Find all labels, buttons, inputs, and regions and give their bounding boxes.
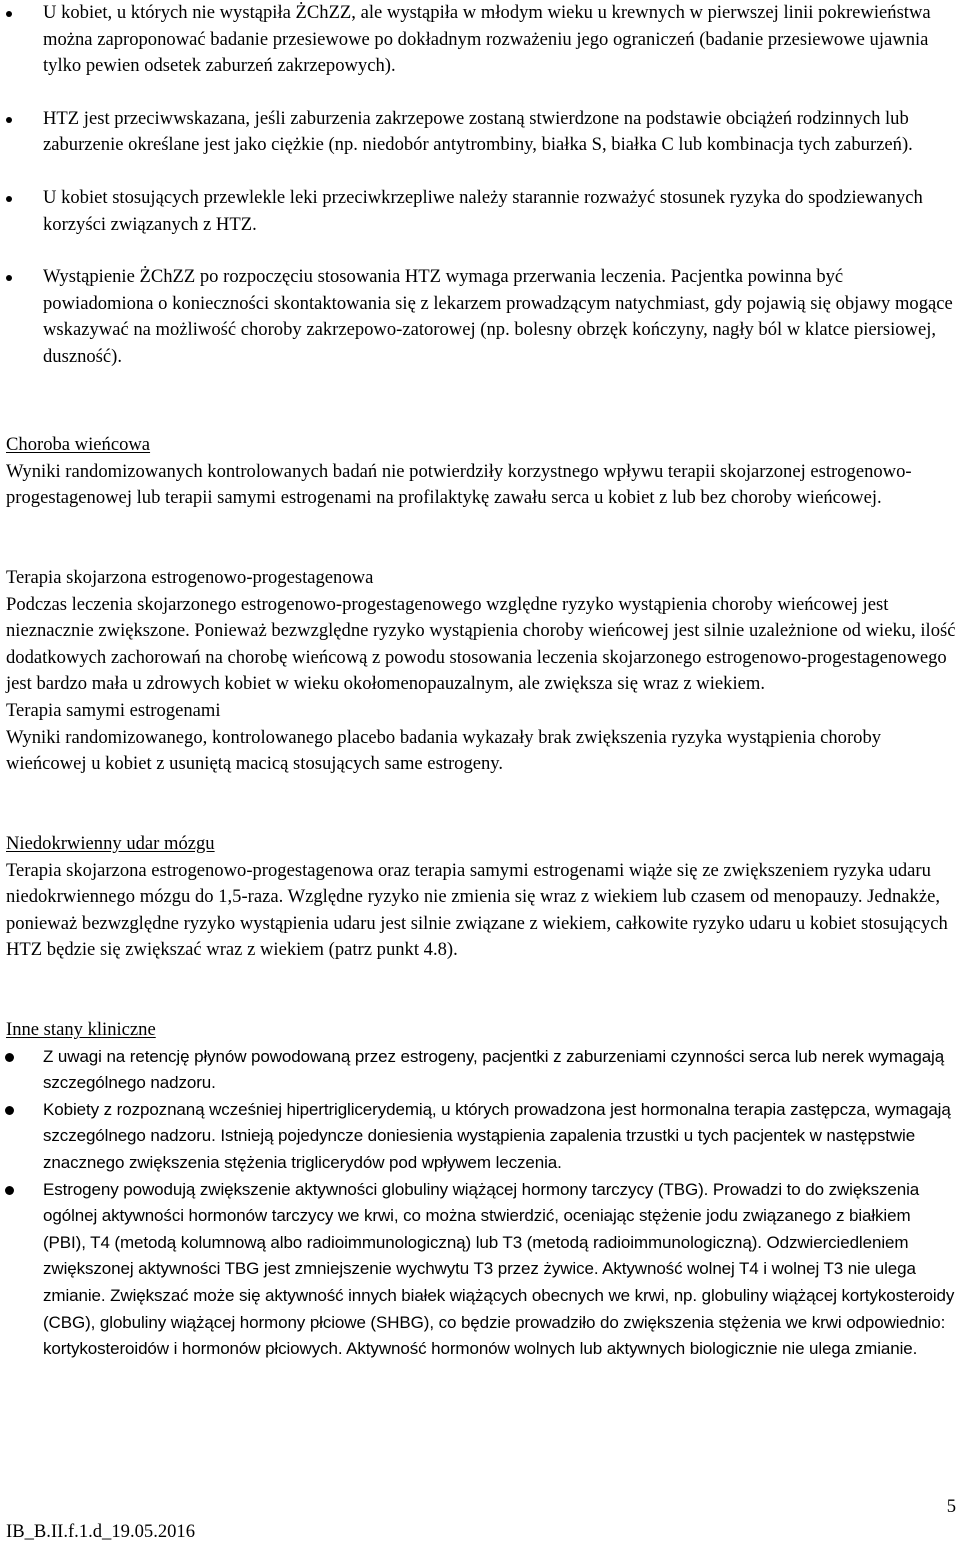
risk-bullet-list [6, 0, 956, 371]
list-item [6, 1177, 956, 1363]
section-heading: Inne stany kliniczne [6, 1019, 156, 1040]
bullet-icon [5, 1106, 14, 1115]
list-item [6, 0, 956, 80]
section-text: Terapia skojarzona estrogenowo-progestagenowa oraz terapia samymi estrogenami wiąże się ze zwiększeniem ryzyka udaru niedokrwiennego mózgu do 1,5-raza. Względne ryzyko nie zmienia się wraz z wiekiem lub czasem od menopauzy. Jednakże, ponieważ bezwzględne ryzyko wystąpienia udaru jest silnie związane z wiekiem, całkowite ryzyko udaru u kobiet stosujących HTZ będzie się zwiększać wraz z wiekiem (patrz punkt 4.8). [6, 859, 948, 961]
other-conditions-list [6, 1044, 956, 1363]
bullet-text: Wystąpienie ŻChZZ po rozpoczęciu stosowania HTZ wymaga przerwania leczenia. Pacjentka powinna być powiadomiona o konieczności skontaktowania się z lekarzem prowadzącym natychmiast, gdy pojawią się objawy mogące wskazywać na możliwość choroby zakrzepowo-zatorowej (np. bolesny obrzęk kończyny, nagły ból w klatce piersiowej, duszność). [43, 266, 953, 367]
bullet-icon [5, 1186, 14, 1195]
bullet-icon [6, 117, 12, 123]
bullet-text: Kobiety z rozpoznaną wcześniej hipertriglicerydemią, u których prowadzona jest hormonalna terapia zastępcza, wymagają szczególnego nadzoru. Istnieją pojedyncze doniesienia wystąpienia zapalenia trzustki u tych pacjentek w następstwie znacznego zwiększenia stężenia triglicerydów pod wpływem leczenia. [43, 1099, 951, 1172]
other-conditions-section [6, 1017, 956, 1363]
list-item [6, 264, 956, 370]
section-text: Podczas leczenia skojarzonego estrogenowo-progestagenowego względne ryzyko wystąpienia choroby wieńcowej jest nieznacznie zwiększone. Ponieważ bezwzględne ryzyko wystąpienia choroby wieńcowej jest silnie uzależnione od wieku, ilość dodatkowych zachorowań na chorobę wieńcową z powodu stosowania leczenia skojarzonego estrogenowo-progestagenowego jest bardzo mała u zdrowych kobiet w wieku okołomenopauzalnym, ale zwiększa się wraz z wiekiem. [6, 593, 956, 695]
page-number: 5 [946, 1496, 956, 1517]
combined-therapy-section [6, 565, 956, 778]
list-item [6, 1097, 956, 1177]
list-item [6, 106, 956, 159]
list-item [6, 185, 956, 238]
bullet-icon [6, 196, 12, 202]
bullet-text: Estrogeny powodują zwiększenie aktywności globuliny wiążącej hormony tarczycy (TBG). Prowadzi to do zwiększenia ogólnej aktywności hormonów tarczycy we krwi, co można stwierdzić, oceniając stężenie jodu związanego z białkiem (PBI), T4 (metodą kolumnową albo radioimmunologiczną) lub T3 (metodą radioimmunologiczną). Odzwierciedleniem zwiększonej aktywności TBG jest zmniejszenie wychwytu T3 przez żywice. Aktywność wolnej T4 i wolnej T3 nie ulega zmianie. Zwiększać może się aktywność innych białek wiążących obecnych we krwi, np. globuliny wiążącej kortykosteroidy (CBG), globuliny wiążącej hormony płciowe (SHBG), co będzie prowadziło do zwiększenia stężenia we krwi odpowiednio: kortykosteroidów i hormonów płciowych. Aktywność hormonów wolnych lub aktywnych biologicznie nie ulega zmianie. [43, 1179, 955, 1359]
subsection-heading: Terapia skojarzona estrogenowo-progestagenowa [6, 567, 374, 588]
section-heading: Niedokrwienny udar mózgu [6, 833, 215, 854]
bullet-icon [5, 1053, 14, 1062]
section-heading: Choroba wieńcowa [6, 434, 151, 455]
subsection-heading: Terapia samymi estrogenami [6, 699, 221, 721]
document-id: IB_B.II.f.1.d_19.05.2016 [6, 1521, 196, 1542]
list-item [6, 1044, 956, 1097]
bullet-text: U kobiet stosujących przewlekle leki przeciwkrzepliwe należy starannie rozważyć stosunek ryzyka do spodziewanych korzyści związanych z HTZ. [43, 186, 923, 235]
section-text: Wyniki randomizowanego, kontrolowanego placebo badania wykazały brak zwiększenia ryzyka wystąpienia choroby wieńcowej u kobiet z usuniętą macicą stosujących same estrogeny. [6, 726, 882, 775]
bullet-text: U kobiet, u których nie wystąpiła ŻChZZ, ale wystąpiła w młodym wieku u krewnych w pierwszej linii pokrewieństwa można zaproponować badanie przesiewowe po dokładnym rozważeniu jego ograniczeń (badanie przesiewowe ujawnia tylko pewien odsetek zaburzeń zakrzepowych). [43, 2, 931, 77]
bullet-text: HTZ jest przeciwwskazana, jeśli zaburzenia zakrzepowe zostaną stwierdzone na podstawie obciążeń rodzinnych lub zaburzenie określane jest jako ciężkie (np. niedobór antytrombiny, białka S, białka C lub kombinacja tych zaburzeń). [43, 107, 913, 156]
section-text: Wyniki randomizowanych kontrolowanych badań nie potwierdziły korzystnego wpływu terapii skojarzonej estrogenowo-progestagenowej lub terapii samymi estrogenami na profilaktykę zawału serca u kobiet z lub bez choroby wieńcowej. [6, 460, 912, 509]
stroke-section [6, 831, 956, 964]
bullet-text: Z uwagi na retencję płynów powodowaną przez estrogeny, pacjentki z zaburzeniami czynności serca lub nerek wymagają szczególnego nadzoru. [43, 1046, 945, 1093]
bullet-icon [6, 275, 12, 281]
bullet-icon [6, 11, 12, 17]
coronary-section [6, 432, 956, 512]
